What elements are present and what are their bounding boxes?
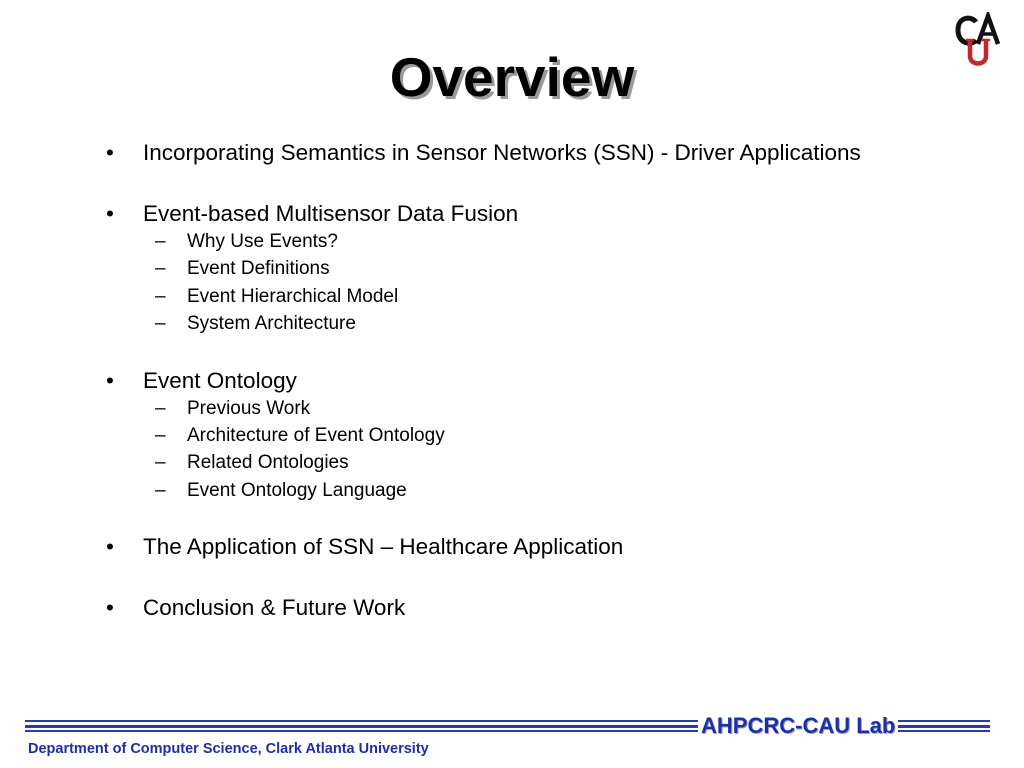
bullet-item: [100, 141, 920, 165]
sub-bullet-item: [100, 228, 920, 255]
bullet-text: The Application of SSN – Healthcare Application: [143, 534, 624, 560]
bullet-marker: •: [106, 201, 114, 226]
bullet-marker: •: [106, 534, 114, 560]
footer-department: Department of Computer Science, Clark Atlanta University: [28, 741, 429, 757]
bullet-marker: •: [106, 595, 114, 621]
dash-marker: –: [155, 285, 166, 307]
cau-logo: [954, 12, 1006, 68]
bullet-text: Event Ontology: [143, 367, 297, 393]
slide-title: Overview: [389, 46, 635, 108]
sub-bullet-item: [100, 422, 920, 449]
bullet-item: [100, 596, 920, 620]
bullet-marker: •: [106, 140, 114, 165]
bullet-item: [100, 535, 920, 559]
bullet-item: [100, 369, 920, 393]
dash-marker: –: [155, 425, 166, 447]
sub-bullet-text: Previous Work: [187, 397, 311, 419]
dash-marker: –: [155, 231, 166, 252]
sub-bullet-item: [100, 395, 920, 422]
sub-bullet-text: Architecture of Event Ontology: [187, 425, 445, 447]
bullet-text: Conclusion & Future Work: [143, 595, 406, 621]
dash-marker: –: [155, 479, 166, 501]
sub-bullet-text: Event Ontology Language: [187, 479, 407, 501]
sub-bullet-item: [100, 310, 920, 337]
sub-bullet-text: Event Hierarchical Model: [187, 285, 399, 307]
dash-marker: –: [155, 397, 166, 419]
sub-bullet-text: Why Use Events?: [187, 231, 338, 252]
bullet-marker: •: [106, 367, 114, 393]
bullet-item: [100, 202, 920, 226]
sub-bullet-item: [100, 449, 920, 476]
sub-bullet-item: [100, 283, 920, 310]
bullet-list: [100, 140, 920, 620]
sub-bullet-text: System Architecture: [187, 313, 356, 335]
sub-bullet-item: [100, 255, 920, 282]
footer-lab-name: AHPCRC-CAU Lab: [698, 711, 898, 741]
sub-bullet-item: [100, 477, 920, 504]
sub-bullet-text: Event Definitions: [187, 258, 330, 280]
bullet-text: Incorporating Semantics in Sensor Networks (SSN) - Driver Applications: [143, 140, 861, 165]
bullet-text: Event-based Multisensor Data Fusion: [143, 201, 519, 226]
dash-marker: –: [155, 313, 166, 335]
sub-bullet-text: Related Ontologies: [187, 452, 349, 474]
dash-marker: –: [155, 258, 166, 280]
dash-marker: –: [155, 452, 166, 474]
